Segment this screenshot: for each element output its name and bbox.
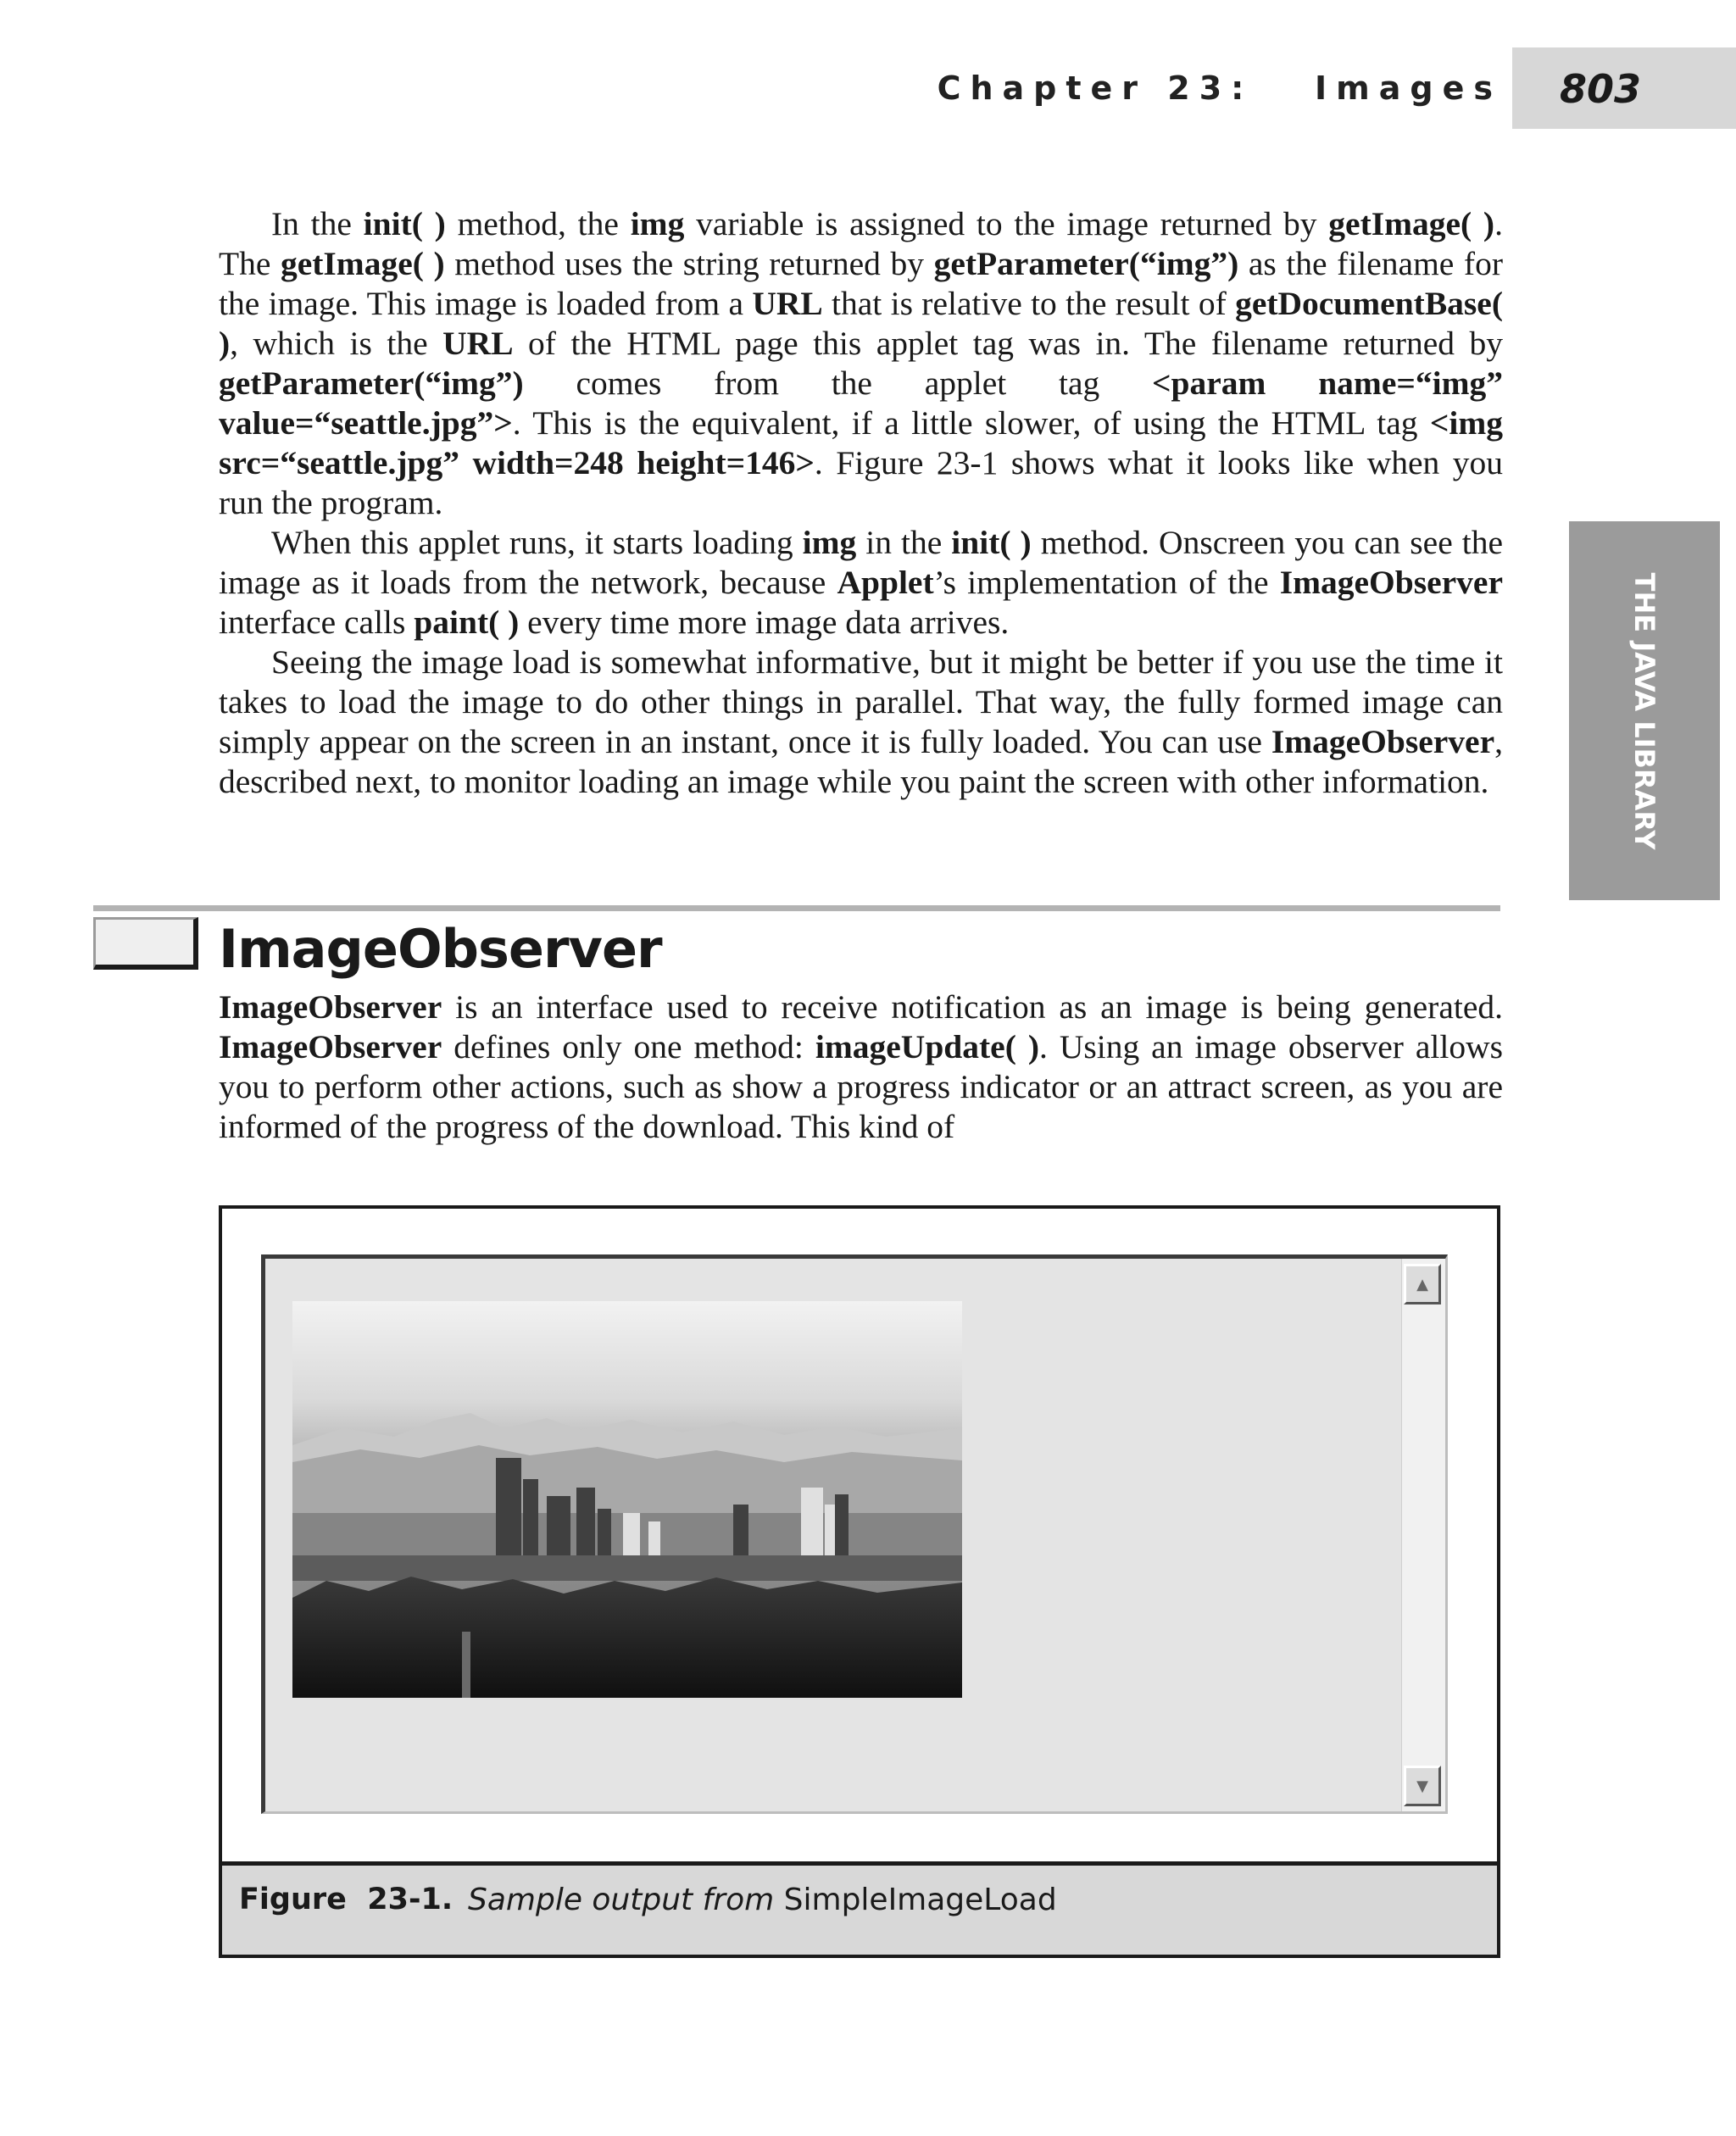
- caption-program-name: SimpleImageLoad: [783, 1883, 1057, 1917]
- body-text-intro: [219, 204, 1503, 802]
- bold-term: <img src=“seattle.jpg” width=248 height=146>: [219, 404, 1503, 481]
- figure-caption: [219, 1861, 1500, 1958]
- figure-caption-text: [468, 1883, 1057, 1917]
- bold-term: <param name=“img” value=“seattle.jpg”>: [219, 364, 1504, 442]
- scroll-down-arrow-icon[interactable]: ▼: [1404, 1766, 1441, 1806]
- side-tab: [1569, 521, 1720, 900]
- text-run: comes from the applet tag: [523, 364, 1153, 402]
- caption-italic: Sample output from: [468, 1883, 775, 1917]
- section-divider: [93, 905, 1500, 911]
- bold-term: ImageObserver: [219, 988, 442, 1026]
- section-heading: ImageObserver: [219, 918, 662, 980]
- text-run: In the: [271, 205, 364, 242]
- text-run: method, the: [445, 205, 631, 242]
- paragraph: [219, 523, 1503, 642]
- bold-term: Applet: [837, 564, 934, 601]
- text-run: every time more image data arrives.: [519, 604, 1010, 641]
- bold-term: ImageObserver: [219, 1028, 442, 1065]
- paragraph: [219, 642, 1503, 802]
- text-run: as the filename for the image. This image is loaded from a: [219, 245, 1503, 322]
- scroll-up-arrow-icon[interactable]: ▲: [1404, 1264, 1441, 1304]
- bold-term: getDocumentBase( ): [219, 285, 1503, 362]
- bold-term: init( ): [363, 205, 446, 242]
- text-run: , which is the: [230, 325, 443, 362]
- body-text-section: [219, 987, 1503, 1147]
- text-run: that is relative to the result of: [822, 285, 1236, 322]
- bold-term: URL: [442, 325, 514, 362]
- bold-term: img: [630, 205, 685, 242]
- bold-term: getImage( ): [281, 245, 445, 282]
- text-run: is an interface used to receive notification as an image is being generated.: [442, 988, 1503, 1026]
- page-number: 803: [1560, 66, 1642, 112]
- seattle-skyline-image: [292, 1301, 962, 1698]
- text-run: Seeing the image load is somewhat informative, but it might be better if you use the time it takes to load the image to do other things in parallel. That way, the fully formed image can simply appear on the screen in an instant, once it is fully loaded. You can use: [219, 643, 1503, 760]
- paragraph: [219, 204, 1503, 523]
- side-tab-label: THE JAVA LIBRARY: [1628, 572, 1661, 849]
- text-run: variable is assigned to the image returned by: [684, 205, 1329, 242]
- text-run: . Figure 23-1 shows what it looks like when you run the program.: [219, 444, 1504, 521]
- figure-label: Figure 23-1.: [239, 1883, 453, 1916]
- text-run: When this applet runs, it starts loading: [271, 524, 803, 561]
- text-run: . The: [219, 205, 1503, 282]
- bold-term: ImageObserver: [1271, 723, 1495, 760]
- bold-term: init( ): [951, 524, 1032, 561]
- section-marker-icon: [93, 917, 198, 970]
- paragraph: [219, 987, 1503, 1147]
- running-header: Chapter 23: Images: [937, 70, 1502, 107]
- bold-term: URL: [752, 285, 823, 322]
- text-run: method. Onscreen you can see the image as it loads from the network, because: [219, 524, 1503, 601]
- bold-term: getParameter(“img”): [933, 245, 1239, 282]
- text-run: . Using an image observer allows you to perform other actions, such as show a progress indicator or an attract screen, as you are informed of the progress of the download. This kind of: [219, 1028, 1503, 1145]
- vertical-scrollbar[interactable]: [1401, 1259, 1445, 1811]
- bold-term: getImage( ): [1328, 205, 1495, 242]
- text-run: ’s implementation of the: [933, 564, 1280, 601]
- text-run: defines only one method:: [442, 1028, 815, 1065]
- text-run: method uses the string returned by: [444, 245, 934, 282]
- text-run: in the: [856, 524, 952, 561]
- bold-term: img: [802, 524, 857, 561]
- text-run: of the HTML page this applet tag was in. The filename returned by: [513, 325, 1503, 362]
- bold-term: paint( ): [414, 604, 520, 641]
- text-run: . This is the equivalent, if a little slower, of using the HTML tag: [512, 404, 1430, 442]
- bold-term: imageUpdate( ): [815, 1028, 1039, 1065]
- text-run: , described next, to monitor loading an image while you paint the screen with other information.: [219, 723, 1503, 800]
- text-run: interface calls: [219, 604, 415, 641]
- bold-term: ImageObserver: [1279, 564, 1503, 601]
- bold-term: getParameter(“img”): [219, 364, 524, 402]
